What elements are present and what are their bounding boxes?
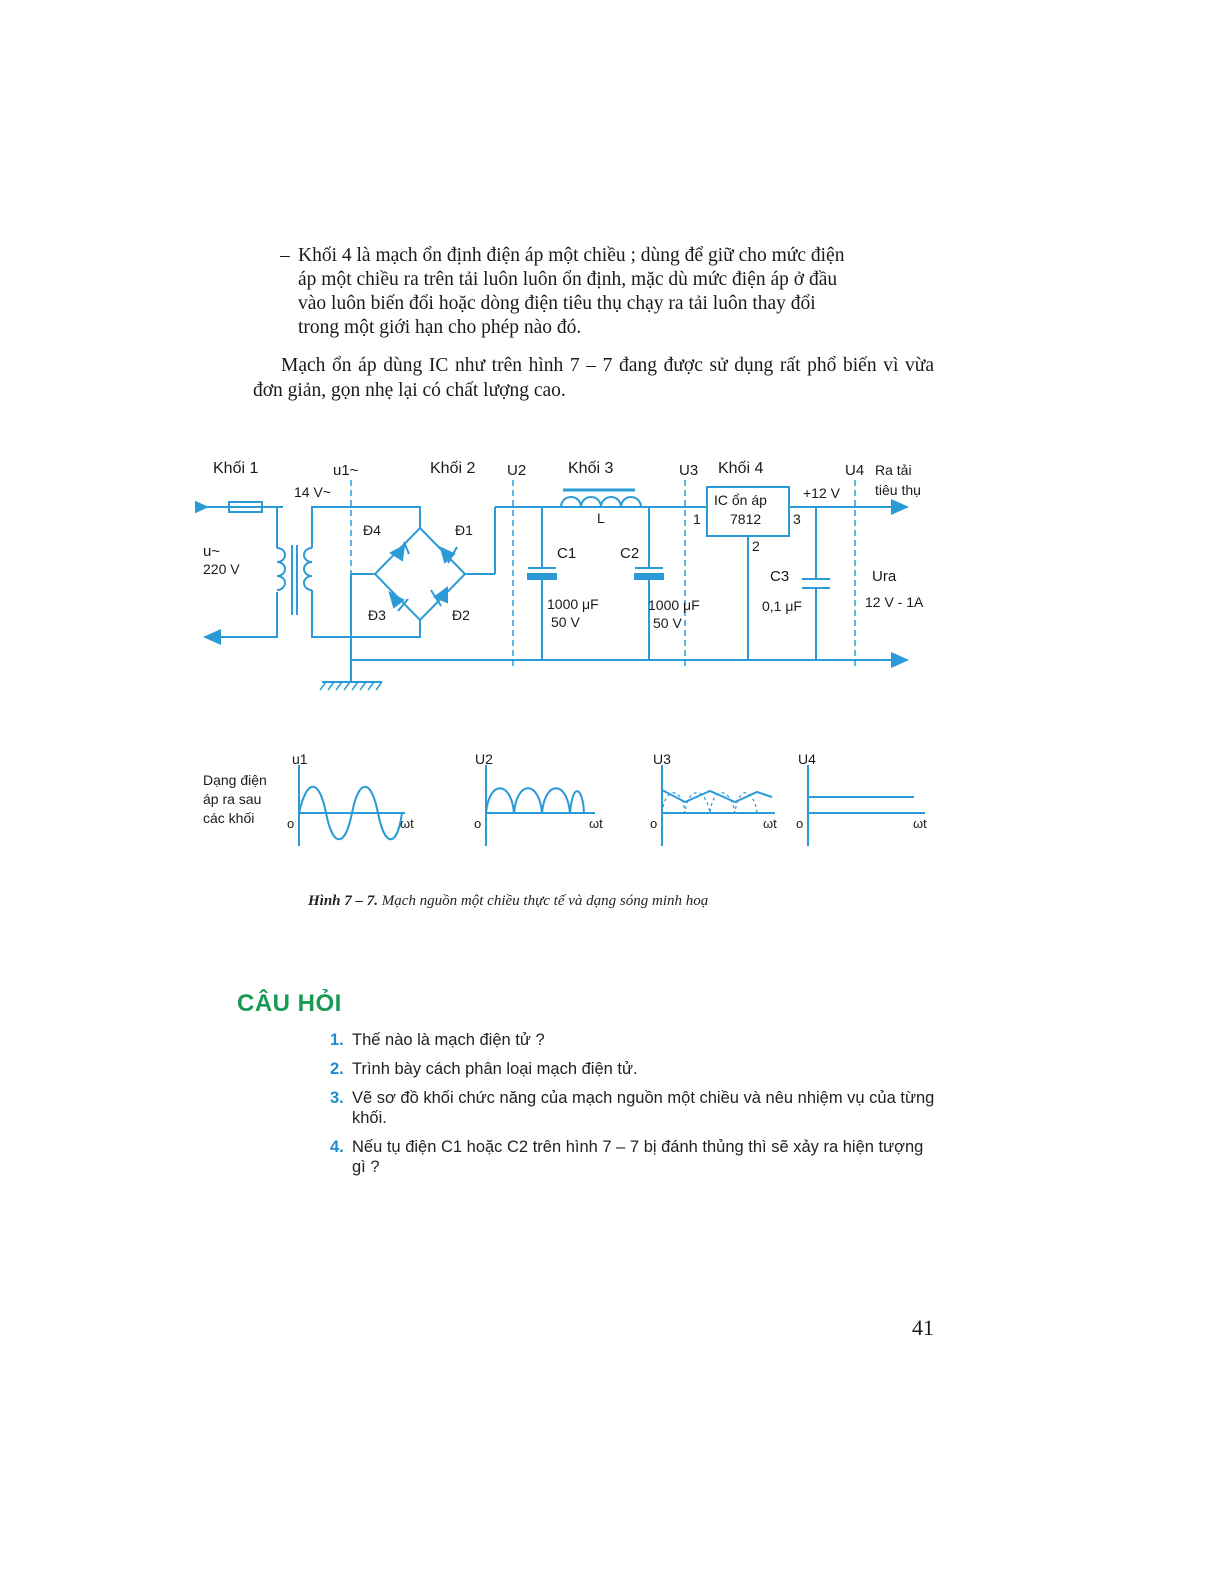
circuit-figure (195, 450, 955, 850)
waveform-u3-ripple (662, 793, 757, 813)
question-number: 4. (330, 1138, 344, 1156)
questions-title: CÂU HỎI (237, 990, 342, 1017)
c1-voltage: 50 V (551, 614, 580, 630)
output-label-2: tiêu thụ (875, 482, 921, 498)
question-item (330, 1030, 936, 1050)
ground-rail (322, 660, 907, 682)
node-u3: U3 (679, 462, 699, 479)
paragraph-line: áp một chiều ra trên tải luôn luôn ổn định, mặc dù mức điện áp ở đầu (298, 269, 838, 290)
caption-text: Mạch nguồn một chiều thực tế và dạng sóng minh hoạ (378, 893, 709, 909)
question-item (330, 1059, 936, 1079)
waveform-u2 (486, 765, 595, 846)
c1-label: C1 (557, 545, 577, 562)
question-text: Thế nào là mạch điện tử ? (352, 1031, 545, 1049)
waveform-caption-line: Dạng điện (203, 772, 267, 788)
question-number: 3. (330, 1089, 344, 1107)
ura-value: 12 V - 1A (865, 594, 924, 610)
page-number: 41 (912, 1315, 934, 1340)
filter-block (528, 490, 707, 660)
plus-12v: +12 V (803, 485, 840, 501)
question-number: 1. (330, 1031, 344, 1049)
question-text: Vẽ sơ đồ khối chức năng của mạch nguồn một chiều và nêu nhiệm vụ của từng khối. (352, 1089, 935, 1127)
c2-label: C2 (620, 545, 640, 562)
wave-ylabel: U2 (475, 751, 493, 767)
wave-ylabel: U3 (653, 751, 671, 767)
ura-label: Ura (872, 568, 897, 585)
wave-origin: o (650, 816, 658, 831)
ic-line-2: 7812 (730, 511, 762, 527)
pin-2: 2 (752, 538, 760, 554)
list-dash: – (280, 245, 290, 266)
question-item (330, 1088, 936, 1128)
wave-ylabel: u1 (292, 751, 308, 767)
paragraph-block-4 (280, 244, 934, 340)
wave-xlabel: ωt (400, 816, 414, 831)
wave-ylabel: U4 (798, 751, 816, 767)
waveform-u3 (662, 765, 775, 846)
c2-voltage: 50 V (653, 615, 682, 631)
waveform-u4 (808, 765, 925, 846)
c3-value: 0,1 μF (762, 598, 802, 614)
waveform-u1 (299, 765, 405, 846)
wave-origin: o (474, 816, 482, 831)
block-label-4: Khối 4 (718, 460, 764, 477)
ic-line-1: IC ổn áp (714, 492, 767, 508)
c3-label: C3 (770, 568, 790, 585)
wave-origin: o (796, 816, 804, 831)
wave-xlabel: ωt (763, 816, 777, 831)
c1-value: 1000 μF (547, 596, 599, 612)
waveform-caption-line: các khối (203, 810, 255, 826)
caption-label: Hình 7 – 7. (308, 893, 379, 909)
pin-3: 3 (793, 511, 801, 527)
output-label-1: Ra tải (875, 462, 912, 478)
ground-hatch-icon (320, 682, 382, 690)
questions-list (330, 1030, 936, 1186)
wave-xlabel: ωt (913, 816, 927, 831)
question-item (330, 1137, 936, 1177)
wave-xlabel: ωt (589, 816, 603, 831)
node-u1: u1~ (333, 462, 359, 479)
block-label-1: Khối 1 (213, 460, 259, 477)
pin-1: 1 (693, 511, 701, 527)
paragraph-line: vào luôn biến đổi hoặc dòng điện tiêu thụ chạy ra tải luôn thay đổi (298, 293, 816, 314)
paragraph-ic-regulator: Mạch ổn áp dùng IC như trên hình 7 – 7 đang được sử dụng rất phổ biến vì vừa đơn giản, gọn nhẹ lại có chất lượng cao. (253, 355, 934, 401)
secondary-voltage: 14 V~ (294, 484, 331, 500)
diode-d2: Đ2 (452, 607, 470, 623)
block-label-3: Khối 3 (568, 460, 614, 477)
node-u4: U4 (845, 462, 865, 479)
waveform-caption-line: áp ra sau (203, 791, 262, 807)
wave-origin: o (287, 816, 295, 831)
figure-caption (308, 893, 708, 910)
node-u2: U2 (507, 462, 527, 479)
paragraph-line: Khối 4 là mạch ổn định điện áp một chiều ; dùng để giữ cho mức điện (298, 245, 845, 266)
inductor-label: L (597, 510, 605, 526)
block-label-2: Khối 2 (430, 460, 476, 477)
question-number: 2. (330, 1060, 344, 1078)
input-voltage: 220 V (203, 561, 240, 577)
question-text: Trình bày cách phân loại mạch điện tử. (352, 1060, 638, 1078)
diode-d4: Đ4 (363, 522, 381, 538)
diode-symbols (390, 542, 457, 611)
diode-d1: Đ1 (455, 522, 473, 538)
question-text: Nếu tụ điện C1 hoặc C2 trên hình 7 – 7 bị đánh thủng thì sẽ xảy ra hiện tượng gì ? (352, 1138, 924, 1176)
input-u: u~ (203, 543, 221, 560)
c2-value: 1000 μF (648, 597, 700, 613)
paragraph-line: trong một giới hạn cho phép nào đó. (298, 317, 582, 338)
diode-d3: Đ3 (368, 607, 386, 623)
